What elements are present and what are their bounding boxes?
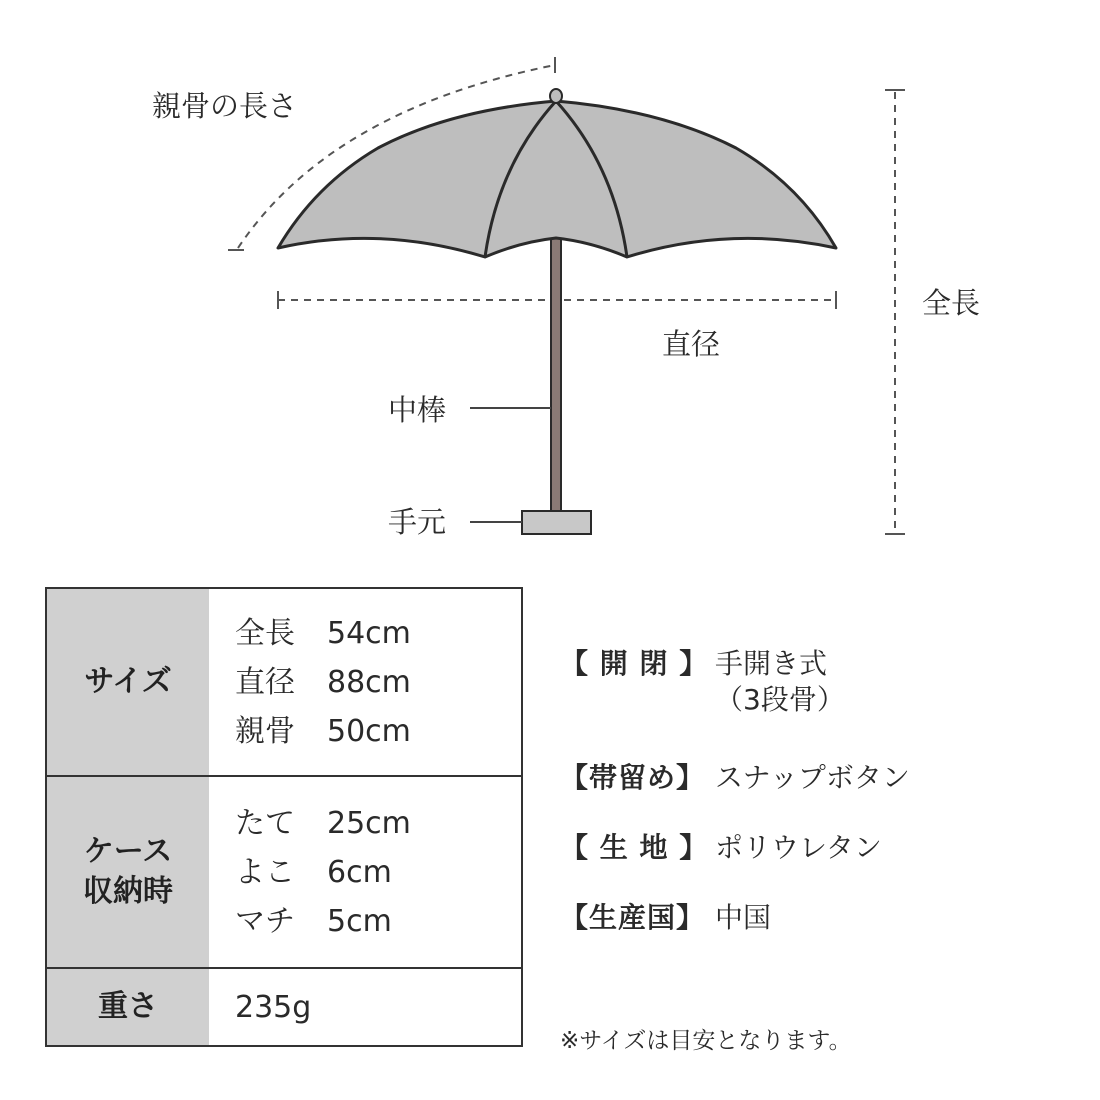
- spec-key: よこ: [235, 854, 295, 890]
- spec-table: [45, 587, 523, 1047]
- weight-value: 235g: [235, 989, 312, 1025]
- spec-key: マチ: [235, 903, 295, 939]
- spec-value: [715, 646, 845, 718]
- spec-value-line: 中国: [715, 901, 772, 934]
- spec-label: 【 生 地 】: [560, 831, 709, 864]
- canopy-tip: [550, 89, 562, 103]
- row-header-text: サイズ: [84, 663, 172, 699]
- spec-value: [715, 830, 882, 866]
- spec-item: [235, 658, 521, 707]
- spec-item: [235, 707, 521, 756]
- spec-value-line: （3段骨）: [715, 683, 845, 716]
- spec-value: [715, 900, 771, 936]
- spec-label: 【 開 閉 】: [560, 647, 709, 680]
- spec-origin: [560, 900, 771, 936]
- row-body-weight: [209, 969, 521, 1045]
- spec-value-line: スナップボタン: [715, 761, 910, 794]
- row-body-case: [209, 777, 521, 967]
- size-note: ※サイズは目安となります。: [560, 1028, 852, 1054]
- spec-key: 全長: [235, 615, 295, 651]
- spec-value: 25cm: [327, 805, 411, 841]
- spec-fabric: [560, 830, 882, 866]
- spec-value-line: 手開き式: [715, 647, 828, 680]
- row-header-weight: [47, 969, 209, 1045]
- spec-key: 直径: [235, 664, 295, 700]
- total-length-label: 全長: [922, 286, 981, 320]
- spec-item: [235, 609, 521, 658]
- table-row-size: [47, 589, 521, 775]
- row-header-text: 収納時: [83, 874, 173, 909]
- row-header-size: [47, 589, 209, 775]
- spec-value: 50cm: [327, 713, 411, 749]
- row-header-case: [47, 777, 209, 967]
- shaft-label: 中棒: [388, 393, 447, 427]
- spec-value: 6cm: [327, 854, 392, 890]
- spec-value-line: ポリウレタン: [715, 831, 882, 864]
- row-body-size: [209, 589, 521, 775]
- handle-label: 手元: [388, 505, 447, 539]
- spec-open-close: [560, 646, 845, 718]
- diameter-label: 直径: [662, 327, 721, 361]
- row-header-text: 重さ: [98, 988, 158, 1024]
- spec-value: 5cm: [327, 903, 392, 939]
- rib-length-label: 親骨の長さ: [152, 89, 298, 123]
- handle: [522, 511, 591, 534]
- spec-label: 【生産国】: [560, 901, 706, 934]
- spec-value: 88cm: [327, 664, 411, 700]
- spec-value: 54cm: [327, 615, 411, 651]
- spec-item: [235, 848, 521, 897]
- table-row-weight: [47, 967, 521, 1045]
- spec-key: 親骨: [235, 713, 295, 749]
- spec-value: [715, 760, 910, 796]
- spec-item: [235, 897, 521, 946]
- spec-item: [235, 799, 521, 848]
- spec-strap: [560, 760, 910, 796]
- spec-label: 【帯留め】: [560, 761, 706, 794]
- spec-key: たて: [235, 805, 295, 841]
- table-row-case: [47, 775, 521, 967]
- canopy: [278, 101, 836, 257]
- row-header-text: ケース: [83, 833, 173, 869]
